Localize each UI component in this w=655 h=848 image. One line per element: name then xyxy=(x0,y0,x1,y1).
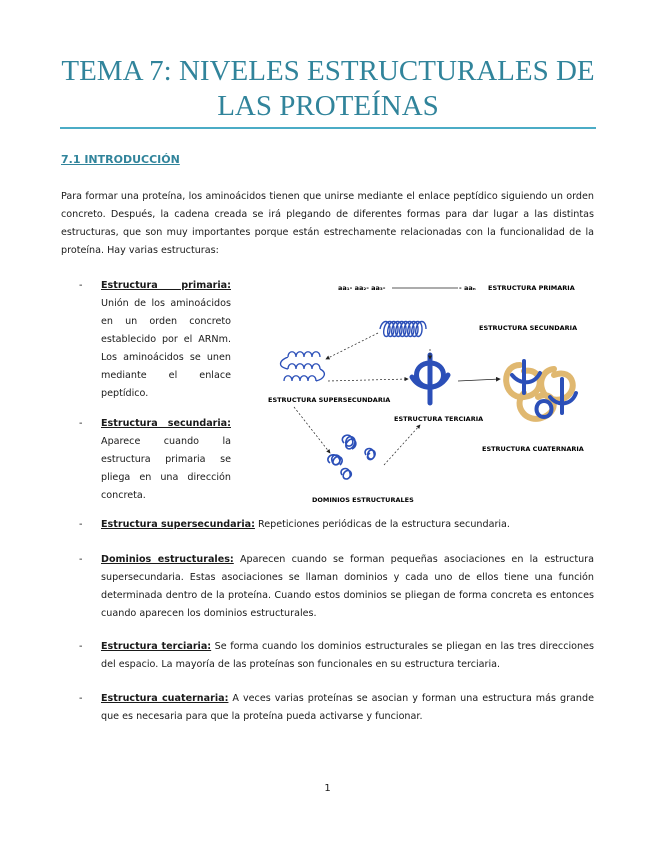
bullet-dash: - xyxy=(79,418,83,429)
secondary-label: ESTRUCTURA SECUNDARIA xyxy=(479,324,578,332)
supersecondary-coils xyxy=(281,352,325,381)
chain-end-label: - aaₙ xyxy=(459,284,476,292)
list-item xyxy=(79,551,594,623)
list-item xyxy=(79,516,594,534)
protein-structures-figure xyxy=(262,275,595,510)
list-item xyxy=(79,638,594,674)
bullet-text: Repeticiones periódicas de la estructura secundaria. xyxy=(254,519,510,530)
bullet-term: Estructura cuaternaria: xyxy=(101,693,229,704)
bullet-term: Dominios estructurales: xyxy=(101,554,234,565)
quaternary-label: ESTRUCTURA CUATERNARIA xyxy=(482,445,584,453)
bullet-dash: - xyxy=(79,693,83,704)
quaternary-structure xyxy=(506,361,576,419)
page-number: 1 xyxy=(324,783,331,794)
bullet-text: Unión de los aminoácidos en un orden concreto establecido por el ARNm. Los aminoácidos se unen mediante el enlace peptídico. xyxy=(101,298,231,399)
arrow-supersecondary-to-tertiary xyxy=(328,379,408,381)
bullet-dash: - xyxy=(79,554,83,565)
bullet-dash: - xyxy=(79,280,83,291)
intro-paragraph: Para formar una proteína, los aminoácidos tienen que unirse mediante el enlace peptídico siguiendo un orden concreto. Después, la cadena creada se irá plegando de diferentes formas para dar lugar a las distintas estructuras, que son muy importantes porque están estrechamente relacionadas con la funcionalidad de la proteína. Hay varias estructuras: xyxy=(61,191,594,256)
section-heading: 7.1 INTRODUCCIÓN xyxy=(61,153,180,166)
arrow-secondary-to-supersecondary xyxy=(326,333,378,359)
bullet-text: Se forma cuando los dominios estructurales se pliegan en las tres direcciones del espacio. La mayoría de las proteínas son funcionales en su estructura terciaria. xyxy=(101,641,594,670)
arrow-domains-to-tertiary xyxy=(384,425,420,465)
list-item xyxy=(79,415,231,505)
arrow-supersecondary-to-domains xyxy=(294,407,330,453)
list-item xyxy=(79,277,231,403)
title-divider xyxy=(60,127,596,129)
tertiary-label: ESTRUCTURA TERCIARIA xyxy=(394,415,484,423)
supersecondary-label: ESTRUCTURA SUPERSECUNDARIA xyxy=(268,396,391,404)
bullet-text: Aparece cuando la estructura primaria se pliega en una dirección concreta. xyxy=(101,436,231,501)
page-title xyxy=(60,54,596,124)
title-line-2: LAS PROTEÍNAS xyxy=(217,90,439,122)
domains-label: DOMINIOS ESTRUCTURALES xyxy=(312,496,414,504)
bullet-text: A veces varias proteínas se asocian y forman una estructura más grande que es necesaria para que la proteína pueda activarse y funcionar. xyxy=(101,693,594,722)
tertiary-structure xyxy=(412,355,448,403)
structural-domains xyxy=(328,435,375,479)
bullet-term: Estructura secundaria: xyxy=(101,418,231,429)
arrow-tertiary-to-quaternary xyxy=(458,379,500,381)
bullet-dash: - xyxy=(79,519,83,530)
bullet-text: Aparecen cuando se forman pequeñas asociaciones en la estructura supersecundaria. Estas asociaciones se llaman dominios y cada uno de ellos tiene una función determinada dentro de la proteína. Cuando estos dominios se pliegan de forma concreta es entonces cuando aparecen los dominios estructurales. xyxy=(101,554,594,619)
bullet-dash: - xyxy=(79,641,83,652)
list-item xyxy=(79,690,594,726)
bullet-term: Estructura terciaria: xyxy=(101,641,212,652)
title-line-1: TEMA 7: NIVELES ESTRUCTURALES DE xyxy=(61,55,595,87)
primary-label: ESTRUCTURA PRIMARIA xyxy=(488,284,575,292)
chain-start-label: aa₁- aa₂- aa₃- xyxy=(338,284,386,292)
alpha-helix xyxy=(380,322,426,337)
bullet-term: Estructura supersecundaria: xyxy=(101,519,255,530)
bullet-term: Estructura primaria: xyxy=(101,280,231,291)
